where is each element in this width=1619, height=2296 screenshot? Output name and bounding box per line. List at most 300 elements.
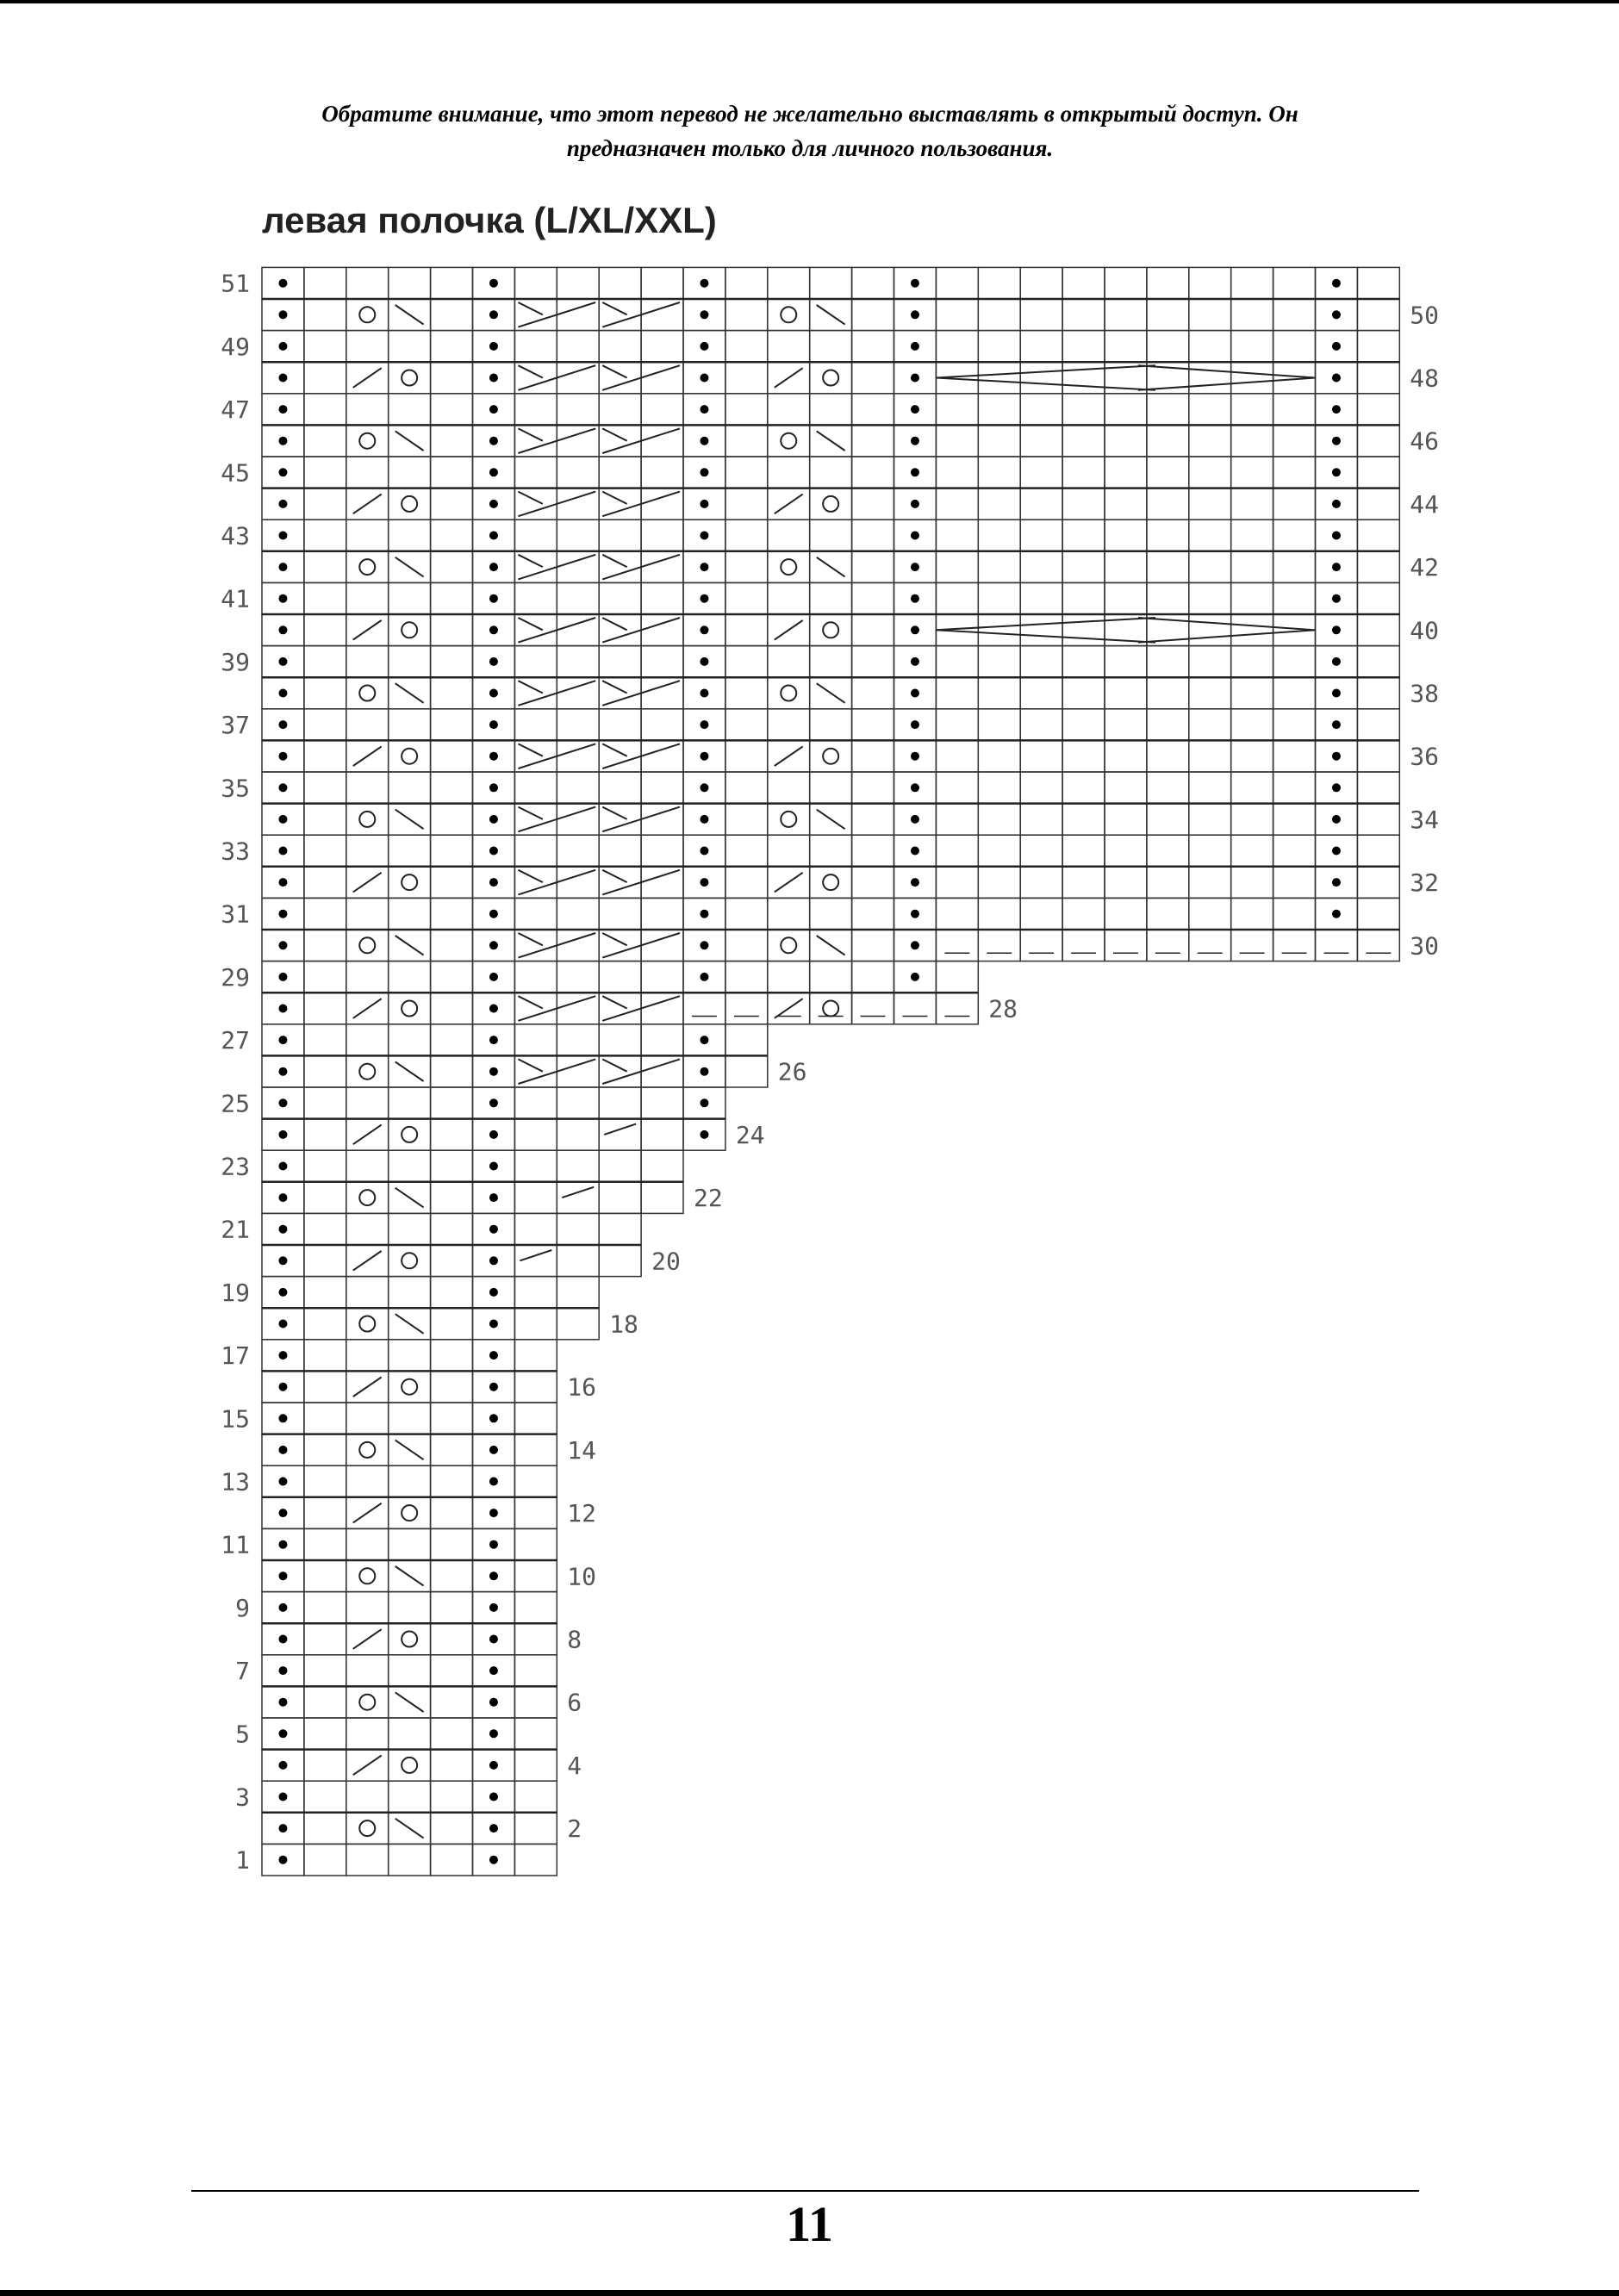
yarn-over-symbol xyxy=(781,937,796,953)
chart-cell xyxy=(852,992,894,1024)
decrease-right-symbol xyxy=(817,936,845,955)
purl-dot xyxy=(489,405,498,414)
chart-cell xyxy=(431,1182,473,1214)
chart-cell xyxy=(852,804,894,836)
chart-cell xyxy=(1357,551,1399,583)
chart-cell xyxy=(1147,331,1189,363)
chart-cell xyxy=(1231,677,1273,709)
chart-cell xyxy=(1020,425,1062,457)
purl-dot xyxy=(489,1761,498,1770)
row-number: 38 xyxy=(1410,679,1440,708)
purl-dot xyxy=(278,1256,287,1265)
chart-cell xyxy=(304,898,346,930)
purl-dot xyxy=(489,500,498,508)
chart-cell xyxy=(389,709,431,741)
chart-cell xyxy=(431,677,473,709)
chart-cell xyxy=(557,394,599,426)
decrease-left-symbol xyxy=(353,368,382,388)
yarn-over-symbol xyxy=(781,307,796,322)
chart-cell xyxy=(810,835,852,867)
chart-cell xyxy=(389,740,431,772)
purl-dot xyxy=(278,1288,287,1297)
purl-dot xyxy=(489,1509,498,1517)
chart-cell xyxy=(557,1150,599,1182)
chart-cell xyxy=(725,867,768,899)
purl-dot xyxy=(489,625,498,634)
purl-dot xyxy=(700,752,708,761)
chart-cell xyxy=(389,646,431,678)
chart-cell xyxy=(389,520,431,551)
chart-cell xyxy=(1189,898,1231,930)
purl-dot xyxy=(1332,910,1341,918)
chart-cell xyxy=(431,930,473,961)
chart-cell xyxy=(1020,331,1062,363)
chart-cell xyxy=(1189,804,1231,836)
chart-cell xyxy=(514,582,557,614)
chart-cell xyxy=(431,961,473,993)
chart-cell xyxy=(936,299,978,331)
chart-cell xyxy=(1231,740,1273,772)
chart-cell xyxy=(852,835,894,867)
row-number: 46 xyxy=(1410,426,1440,456)
chart-cell xyxy=(431,709,473,741)
purl-dot xyxy=(911,500,919,508)
chart-cell xyxy=(304,709,346,741)
purl-dot xyxy=(700,625,708,634)
yarn-over-symbol xyxy=(402,1632,417,1647)
chart-cell xyxy=(304,425,346,457)
chart-cell xyxy=(1147,804,1189,836)
purl-dot xyxy=(278,752,287,761)
chart-cell xyxy=(346,1686,389,1718)
purl-dot xyxy=(911,720,919,729)
row-number: 16 xyxy=(567,1372,597,1402)
purl-dot xyxy=(911,532,919,540)
row-number: 6 xyxy=(567,1688,582,1717)
chart-cell xyxy=(431,488,473,520)
decrease-left-symbol xyxy=(775,746,803,766)
chart-cell xyxy=(557,898,599,930)
row-number: 4 xyxy=(567,1751,582,1780)
chart-cell xyxy=(936,898,978,930)
decrease-left-symbol xyxy=(353,1125,382,1145)
yarn-over-symbol xyxy=(359,686,375,701)
chart-cell xyxy=(304,267,346,299)
chart-cell xyxy=(1189,677,1231,709)
purl-dot xyxy=(489,1383,498,1391)
chart-cell xyxy=(1357,299,1399,331)
chart-cell xyxy=(431,992,473,1024)
decrease-right-symbol xyxy=(817,810,845,830)
row-number: 22 xyxy=(694,1184,723,1213)
purl-dot xyxy=(489,563,498,571)
chart-cell xyxy=(725,614,768,646)
chart-cell xyxy=(936,740,978,772)
purl-dot xyxy=(489,657,498,666)
chart-cell xyxy=(641,267,683,299)
chart-cell xyxy=(304,331,346,363)
row-number: 35 xyxy=(221,774,250,803)
chart-cell xyxy=(768,772,810,804)
chart-cell xyxy=(768,930,810,961)
chart-cell xyxy=(514,1277,557,1309)
chart-cell xyxy=(725,1024,768,1056)
purl-dot xyxy=(278,374,287,383)
chart-cell xyxy=(1147,394,1189,426)
chart-cell xyxy=(1062,614,1105,646)
cable-cross-symbol xyxy=(602,428,626,440)
chart-cell xyxy=(1357,394,1399,426)
yarn-over-symbol xyxy=(402,1505,417,1521)
chart-cell xyxy=(978,582,1020,614)
chart-cell xyxy=(936,804,978,836)
cable-cross-symbol xyxy=(602,555,626,567)
purl-dot xyxy=(278,532,287,540)
chart-cell xyxy=(1105,772,1147,804)
row-number: 20 xyxy=(651,1247,681,1276)
chart-cell xyxy=(599,709,641,741)
chart-cell xyxy=(514,1686,557,1718)
decrease-left-symbol xyxy=(353,1503,382,1523)
chart-cell xyxy=(725,961,768,993)
decrease-right-symbol xyxy=(395,810,424,830)
chart-cell xyxy=(1062,646,1105,678)
purl-dot xyxy=(278,468,287,476)
chart-cell xyxy=(304,1560,346,1592)
chart-cell xyxy=(389,1623,431,1655)
purl-dot xyxy=(1332,405,1341,414)
chart-cell xyxy=(1357,614,1399,646)
chart-cell xyxy=(304,1813,346,1845)
purl-dot xyxy=(911,847,919,856)
chart-cell xyxy=(346,1213,389,1245)
chart-cell xyxy=(1020,867,1062,899)
row-number: 26 xyxy=(777,1057,807,1086)
chart-cell xyxy=(852,867,894,899)
chart-cell xyxy=(389,1403,431,1434)
chart-cell xyxy=(936,709,978,741)
yarn-over-symbol xyxy=(359,1695,375,1710)
chart-cell xyxy=(1062,457,1105,488)
chart-cell xyxy=(1105,331,1147,363)
chart-cell xyxy=(852,740,894,772)
purl-dot xyxy=(489,1824,498,1832)
chart-cell xyxy=(1147,457,1189,488)
chart-cell xyxy=(599,1213,641,1245)
chart-cell xyxy=(346,646,389,678)
chart-cell xyxy=(304,1750,346,1782)
chart-cell xyxy=(304,961,346,993)
chart-cell xyxy=(346,1403,389,1434)
row-number: 49 xyxy=(221,332,250,361)
purl-dot xyxy=(700,1098,708,1107)
chart-cell xyxy=(1231,551,1273,583)
purl-dot xyxy=(278,1193,287,1202)
chart-cell xyxy=(304,299,346,331)
row-number: 27 xyxy=(221,1026,250,1055)
yarn-over-symbol xyxy=(823,622,838,638)
chart-cell xyxy=(936,520,978,551)
chart-cell xyxy=(431,1813,473,1845)
chart-cell xyxy=(725,362,768,394)
chart-cell xyxy=(346,961,389,993)
chart-cell xyxy=(346,1718,389,1750)
chart-cell xyxy=(1147,835,1189,867)
chart-cell xyxy=(304,457,346,488)
chart-cell xyxy=(936,582,978,614)
purl-dot xyxy=(278,1571,287,1580)
chart-cell xyxy=(810,362,852,394)
chart-cell xyxy=(978,394,1020,426)
decrease-left-symbol xyxy=(775,620,803,640)
cable-cross-symbol xyxy=(602,807,626,819)
yarn-over-symbol xyxy=(402,496,417,512)
chart-cell xyxy=(810,898,852,930)
chart-cell xyxy=(514,1403,557,1434)
chart-cell xyxy=(431,1655,473,1687)
chart-cell xyxy=(304,804,346,836)
purl-dot xyxy=(700,405,708,414)
cable-cross-symbol xyxy=(518,681,542,693)
purl-dot xyxy=(1332,752,1341,761)
chart-cell xyxy=(768,331,810,363)
chart-cell xyxy=(810,992,852,1024)
chart-cell xyxy=(514,1434,557,1466)
chart-cell xyxy=(1189,267,1231,299)
wide-cable-symbol xyxy=(936,365,1155,377)
chart-cell xyxy=(810,582,852,614)
decrease-left-symbol xyxy=(775,873,803,893)
chart-cell xyxy=(1020,898,1062,930)
purl-dot xyxy=(700,815,708,824)
purl-dot xyxy=(278,973,287,981)
chart-cell xyxy=(852,646,894,678)
chart-cell xyxy=(978,898,1020,930)
chart-cell xyxy=(768,520,810,551)
purl-dot xyxy=(278,1446,287,1454)
purl-dot xyxy=(489,1098,498,1107)
chart-cell xyxy=(810,961,852,993)
row-number: 2 xyxy=(567,1814,582,1844)
chart-cell xyxy=(346,520,389,551)
page-number: 11 xyxy=(786,2196,833,2252)
chart-cell xyxy=(514,1497,557,1529)
purl-dot xyxy=(911,878,919,887)
chart-cell xyxy=(431,520,473,551)
purl-dot xyxy=(489,783,498,792)
chart-cell xyxy=(1357,677,1399,709)
chart-cell xyxy=(810,740,852,772)
chart-cell xyxy=(346,1182,389,1214)
purl-dot xyxy=(911,468,919,476)
chart-cell xyxy=(1020,677,1062,709)
purl-dot xyxy=(278,279,287,288)
chart-cell xyxy=(557,1277,599,1309)
chart-cell xyxy=(641,772,683,804)
chart-cell xyxy=(431,299,473,331)
cable-cross-symbol xyxy=(602,933,626,945)
yarn-over-symbol xyxy=(781,433,796,449)
purl-dot xyxy=(278,1162,287,1171)
chart-cell xyxy=(346,1055,389,1087)
chart-cell xyxy=(431,1213,473,1245)
chart-cell xyxy=(304,1119,346,1151)
chart-cell xyxy=(725,677,768,709)
chart-cell xyxy=(514,1119,557,1151)
purl-dot xyxy=(489,1540,498,1549)
chart-cell xyxy=(599,1245,641,1277)
purl-dot xyxy=(489,1288,498,1297)
chart-cell xyxy=(557,961,599,993)
chart-cell xyxy=(431,835,473,867)
purl-dot xyxy=(489,532,498,540)
chart-cell xyxy=(1062,488,1105,520)
purl-dot xyxy=(489,342,498,351)
chart-cell xyxy=(1357,520,1399,551)
row-number: 24 xyxy=(735,1120,765,1149)
chart-cell xyxy=(389,1655,431,1687)
chart-cell xyxy=(936,488,978,520)
row-number: 45 xyxy=(221,458,250,488)
chart-cell xyxy=(389,1718,431,1750)
chart-cell xyxy=(389,1750,431,1782)
chart-cell xyxy=(768,898,810,930)
chart-cell xyxy=(557,520,599,551)
purl-dot xyxy=(278,500,287,508)
chart-cell xyxy=(641,1024,683,1056)
purl-dot xyxy=(1332,625,1341,634)
chart-cell xyxy=(304,677,346,709)
chart-cell xyxy=(1020,709,1062,741)
chart-cell xyxy=(346,1528,389,1560)
chart-cell xyxy=(304,1055,346,1087)
chart-cell xyxy=(1020,582,1062,614)
chart-cell xyxy=(1020,614,1062,646)
chart-cell xyxy=(514,267,557,299)
chart-cell xyxy=(389,1465,431,1497)
chart-cell xyxy=(389,992,431,1024)
chart-cell xyxy=(852,425,894,457)
chart-cell xyxy=(599,331,641,363)
chart-cell xyxy=(304,740,346,772)
chart-cell xyxy=(1357,867,1399,899)
chart-cell xyxy=(389,331,431,363)
chart-cell xyxy=(1189,740,1231,772)
yarn-over-symbol xyxy=(402,1127,417,1142)
chart-cell xyxy=(389,582,431,614)
chart-cell xyxy=(1357,835,1399,867)
chart-cell xyxy=(725,582,768,614)
chart-cell xyxy=(1357,930,1399,961)
row-number: 17 xyxy=(221,1341,250,1371)
chart-cell xyxy=(1273,772,1316,804)
chart-cell xyxy=(346,772,389,804)
row-number: 13 xyxy=(221,1467,250,1496)
chart-cell xyxy=(1020,772,1062,804)
chart-cell xyxy=(1062,804,1105,836)
chart-cell xyxy=(768,425,810,457)
chart-cell xyxy=(852,614,894,646)
chart-cell xyxy=(346,1655,389,1687)
chart-cell xyxy=(1231,930,1273,961)
decrease-right-symbol xyxy=(395,1692,424,1712)
chart-cell xyxy=(1062,267,1105,299)
purl-dot xyxy=(911,310,919,319)
chart-cell xyxy=(1020,362,1062,394)
chart-cell xyxy=(641,582,683,614)
chart-cell xyxy=(978,425,1020,457)
chart-cell xyxy=(768,646,810,678)
chart-cell xyxy=(557,1245,599,1277)
chart-cell xyxy=(978,551,1020,583)
chart-cell xyxy=(768,394,810,426)
chart-cell xyxy=(852,362,894,394)
chart-cell xyxy=(431,1434,473,1466)
chart-cell xyxy=(1062,867,1105,899)
chart-cell xyxy=(599,898,641,930)
chart-cell xyxy=(304,488,346,520)
chart-cell xyxy=(1273,488,1316,520)
purl-dot xyxy=(911,342,919,351)
chart-cell xyxy=(346,1150,389,1182)
chart-cell xyxy=(1020,394,1062,426)
chart-cell xyxy=(431,867,473,899)
chart-cell xyxy=(1105,520,1147,551)
decrease-left-symbol xyxy=(353,1756,382,1776)
chart-cell xyxy=(431,614,473,646)
chart-cell xyxy=(1231,646,1273,678)
chart-cell xyxy=(431,1750,473,1782)
chart-cell xyxy=(431,1024,473,1056)
chart-cell xyxy=(346,1844,389,1876)
chart-cell xyxy=(810,709,852,741)
purl-dot xyxy=(1332,342,1341,351)
yarn-over-symbol xyxy=(359,1316,375,1332)
purl-dot xyxy=(911,279,919,288)
chart-cell xyxy=(1231,331,1273,363)
wide-cable-symbol xyxy=(1138,365,1316,377)
purl-dot xyxy=(700,941,708,949)
chart-cell xyxy=(978,867,1020,899)
purl-dot xyxy=(489,1571,498,1580)
row-number: 9 xyxy=(235,1593,250,1622)
chart-cell xyxy=(389,1245,431,1277)
purl-dot xyxy=(278,1414,287,1422)
decrease-left-symbol xyxy=(353,620,382,640)
yarn-over-symbol xyxy=(402,749,417,764)
chart-cell xyxy=(641,1150,683,1182)
chart-cell xyxy=(1231,898,1273,930)
chart-cell xyxy=(431,1528,473,1560)
chart-cell xyxy=(557,1087,599,1119)
chart-cell xyxy=(431,1844,473,1876)
chart-cell xyxy=(978,646,1020,678)
chart-cell xyxy=(1357,362,1399,394)
chart-cell xyxy=(1231,614,1273,646)
purl-dot xyxy=(278,1603,287,1612)
chart-cell xyxy=(304,614,346,646)
chart-cell xyxy=(304,867,346,899)
chart-cell xyxy=(1020,804,1062,836)
chart-cell xyxy=(1273,930,1316,961)
chart-cell xyxy=(1105,740,1147,772)
row-number: 34 xyxy=(1410,805,1440,834)
yarn-over-symbol xyxy=(359,937,375,953)
chart-cell xyxy=(1147,425,1189,457)
purl-dot xyxy=(489,1256,498,1265)
chart-cell xyxy=(304,1781,346,1813)
chart-cell xyxy=(389,772,431,804)
